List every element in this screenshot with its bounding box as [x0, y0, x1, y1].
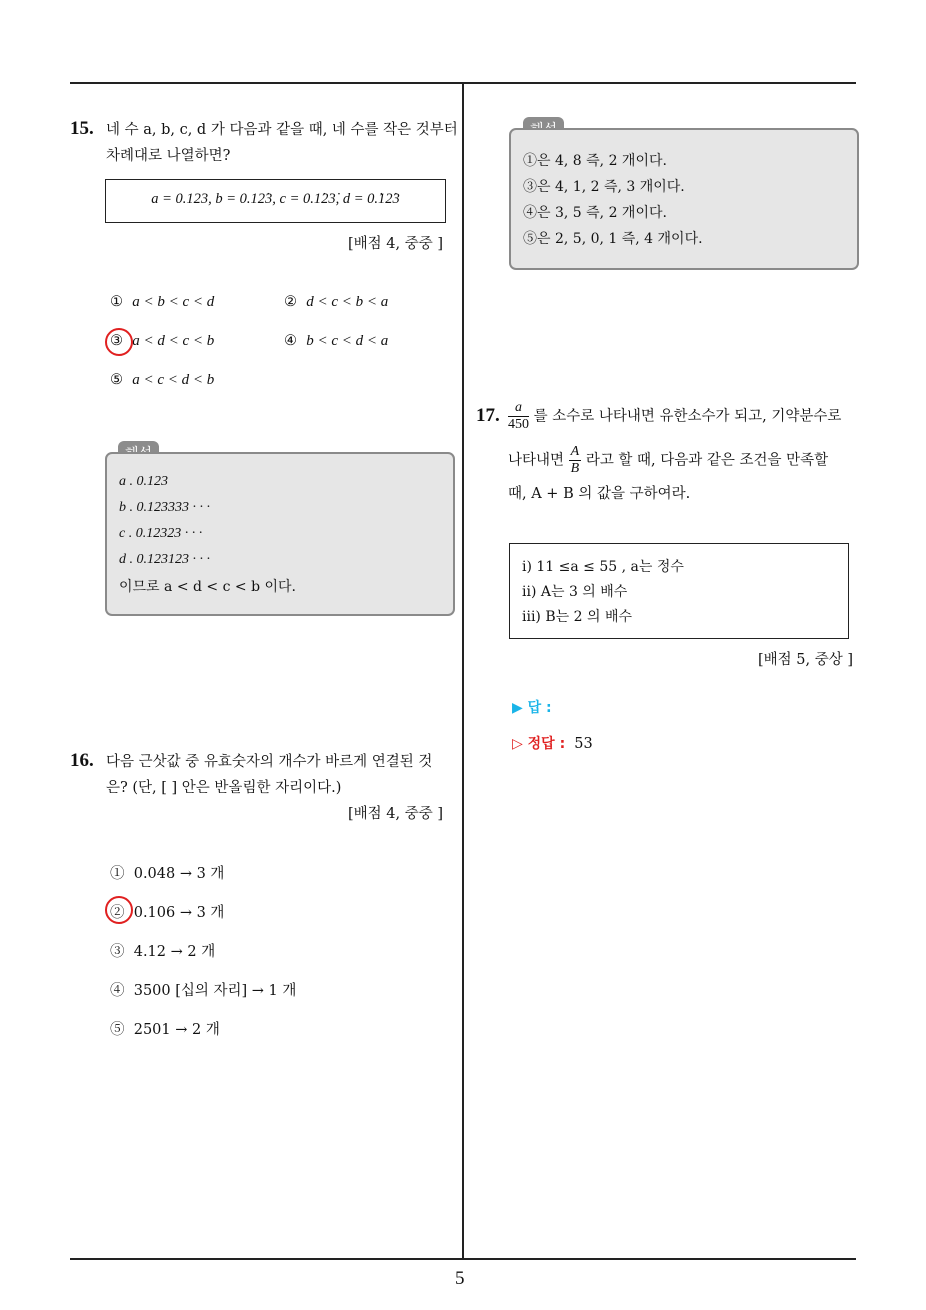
q17-condition-1: i) 11 ≤a ≤ 55 , a는 정수	[522, 559, 684, 575]
q16-expl-line-4: ⑤은 2, 5, 0, 1 즉, 4 개이다.	[523, 231, 703, 247]
q16-stem-line2: 은? (단, [ ] 안은 반올림한 자리이다.)	[106, 780, 342, 796]
q15-expl-line-2: b . 0.123333 · · ·	[119, 500, 210, 515]
q17-fraction-A-over-B: $\frac{A}{B}$	[570, 444, 580, 476]
q15-score: [배점 4, 중중 ]	[348, 236, 444, 252]
q17-stem-line1: $\frac{a}{450}$ 를 소수로 나타내면 유한소수가 되고, 기약분수로	[508, 400, 842, 432]
q15-choice-2[interactable]: ② d < c < b < a	[284, 294, 389, 310]
q15-stem-line1: 네 수 a, b, c, d 가 다음과 같을 때, 네 수를 작은 것부터	[106, 122, 458, 138]
q17-correct-row	[512, 733, 593, 753]
q16-choice-5[interactable]: ⑤ 2501 → 2 개	[110, 1022, 220, 1038]
q15-expl-line-1: a . 0.123	[119, 474, 168, 489]
q16-expl-line-1: ①은 4, 8 즉, 2 개이다.	[523, 153, 667, 169]
q15-expl-line-4: d . 0.123123 · · ·	[119, 552, 210, 567]
q15-choice-1[interactable]: ① a < b < c < d	[110, 294, 215, 310]
q15-selected-circle	[105, 328, 133, 356]
q17-stem-line3: 때, A + B 의 값을 구하여라.	[508, 486, 691, 502]
q15-expl-line-3: c . 0.12323 · · ·	[119, 526, 203, 541]
q15-expl-line-5: 이므로 a < d < c < b 이다.	[119, 579, 296, 595]
q16-choice-3[interactable]: ③ 4.12 → 2 개	[110, 944, 216, 960]
q15-given: a = 0.123, b = 0.12̇3, c = 0.1̇23̇, d = 0.̇12̇3	[151, 191, 400, 207]
q15-given-box	[105, 179, 446, 223]
q17-condition-3: iii) B는 2 의 배수	[522, 609, 632, 625]
q17-stem-line2: 나타내면 $\frac{A}{B}$ 라고 할 때, 다음과 같은 조건을 만족할	[508, 444, 829, 476]
q17-correct-label: ▷ 정답 :	[512, 736, 566, 752]
q16-selected-circle	[105, 896, 133, 924]
q15-choice-3[interactable]: ③ a < d < c < b	[110, 333, 215, 349]
column-divider	[462, 82, 464, 1260]
q17-condition-2: ii) A는 3 의 배수	[522, 584, 628, 600]
q15-choice-5[interactable]: ⑤ a < c < d < b	[110, 372, 215, 388]
bottom-rule	[70, 1258, 856, 1260]
q16-expl-line-2: ③은 4, 1, 2 즉, 3 개이다.	[523, 179, 685, 195]
q17-fraction-a-over-450: $\frac{a}{450}$	[508, 400, 529, 432]
q15-stem-line2: 차례대로 나열하면?	[106, 148, 231, 164]
q16-choice-1[interactable]: ① 0.048 → 3 개	[110, 866, 225, 882]
q16-explanation-box	[509, 128, 859, 270]
q15-number: 15.	[70, 118, 94, 139]
q16-stem-line1: 다음 근삿값 중 유효숫자의 개수가 바르게 연결된 것	[106, 754, 433, 770]
q16-score: [배점 4, 중중 ]	[348, 806, 444, 822]
q16-choice-4[interactable]: ④ 3500 [십의 자리] → 1 개	[110, 983, 297, 999]
q16-expl-line-3: ④은 3, 5 즉, 2 개이다.	[523, 205, 667, 221]
q15-choice-4[interactable]: ④ b < c < d < a	[284, 333, 389, 349]
q17-conditions-box	[509, 543, 849, 639]
q17-score: [배점 5, 중상 ]	[758, 652, 854, 668]
q17-correct-value: 53	[574, 736, 593, 752]
page-number: 5	[455, 1268, 465, 1289]
q16-number: 16.	[70, 750, 94, 771]
q16-choice-2[interactable]: ② 0.106 → 3 개	[110, 905, 225, 921]
q17-number: 17.	[476, 405, 500, 426]
q15-explanation-box	[105, 452, 455, 616]
q17-answer-label: ▶ 답 :	[512, 700, 552, 716]
